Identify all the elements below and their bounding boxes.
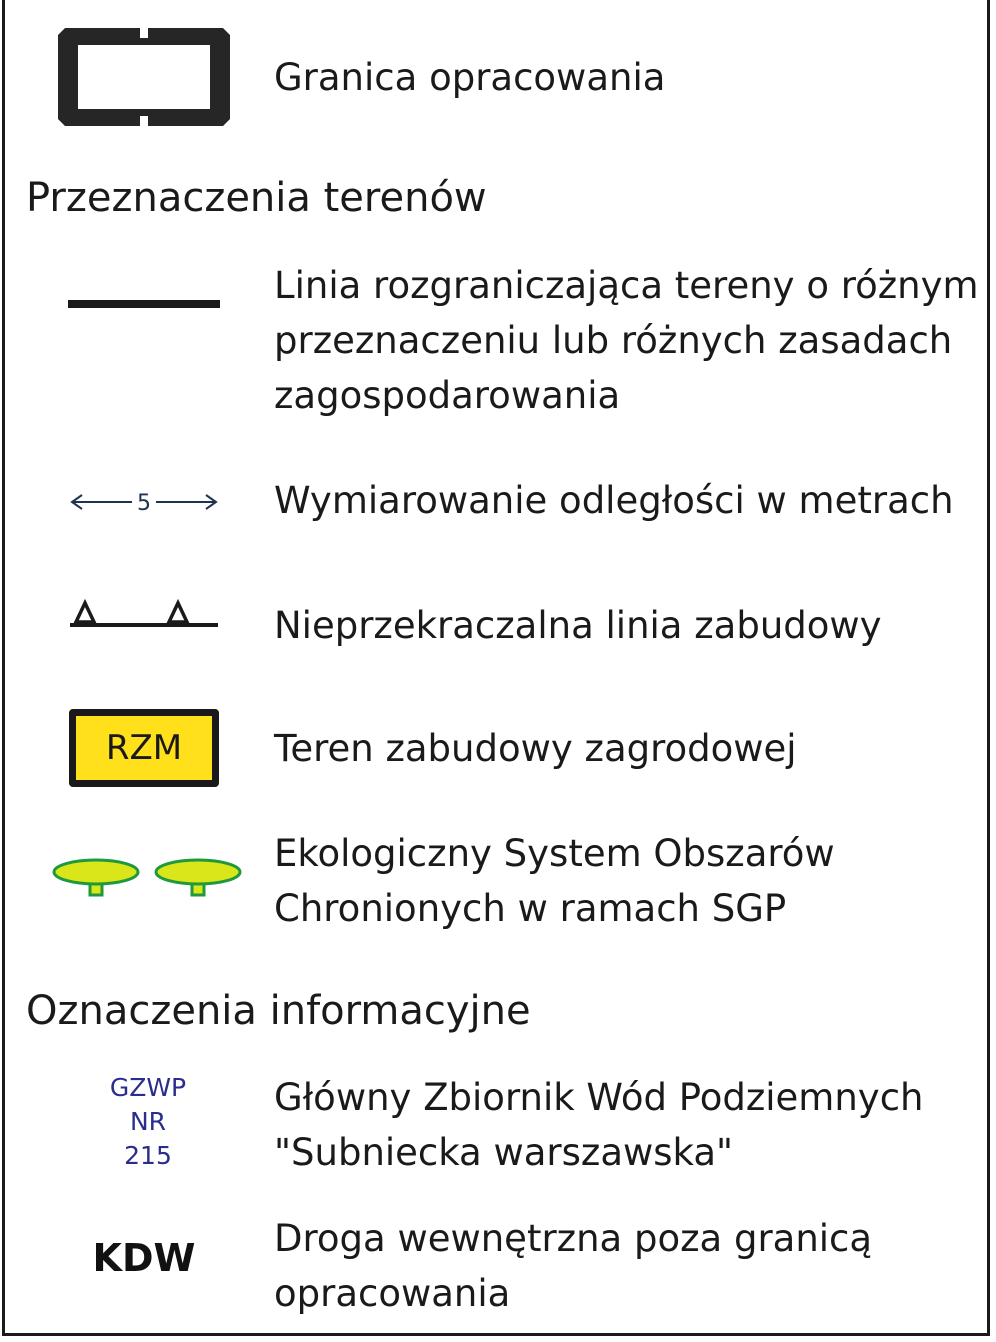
- legend-label-study-boundary: Granica opracowania: [274, 56, 666, 99]
- section-heading-information: Oznaczenia informacyjne: [26, 988, 531, 1034]
- study-boundary-icon: [56, 26, 232, 128]
- ecological-system-icon: [52, 852, 244, 900]
- dimension-arrow-icon: [70, 486, 218, 518]
- dimension-value: 5: [137, 491, 151, 516]
- legend-label-dimension: Wymiarowanie odległości w metrach: [274, 479, 954, 522]
- demarcation-line-icon: [68, 298, 220, 310]
- legend-label-internal-road: Droga wewnętrzna poza granicą opracowania: [274, 1217, 873, 1315]
- zone-code-box-rzm: RZM: [69, 709, 219, 787]
- legend-label-ecological-system: Ekologiczny System Obszarów Chronionych w ramach SGP: [274, 832, 835, 930]
- groundwater-label: GZWP NR 215: [109, 1073, 187, 1170]
- legend-label-farm-zone: Teren zabudowy zagrodowej: [274, 727, 797, 770]
- section-heading-land-use: Przeznaczenia terenów: [26, 175, 487, 221]
- legend-label-building-line: Nieprzekraczalna linia zabudowy: [274, 604, 882, 647]
- road-code-label: KDW: [92, 1236, 196, 1280]
- legend-label-groundwater: Główny Zbiornik Wód Podziemnych "Subniecka warszawska": [274, 1076, 924, 1174]
- building-line-icon: [68, 598, 220, 632]
- legend-label-demarcation-line: Linia rozgraniczająca tereny o różnym przeznaczeniu lub różnych zasadach zagospodarowania: [274, 264, 979, 417]
